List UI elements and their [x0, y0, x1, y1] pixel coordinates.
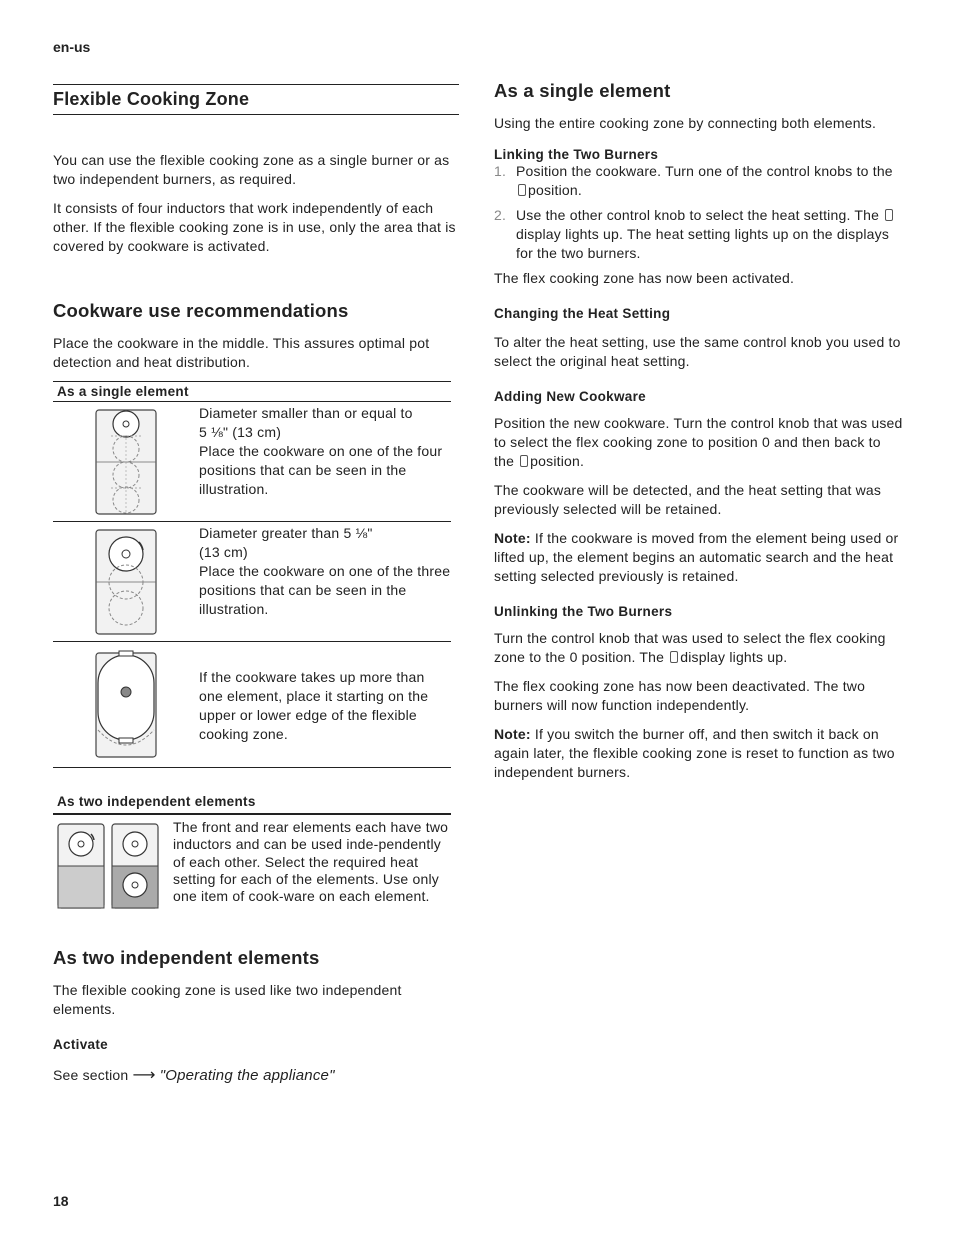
- flex-zone-symbol-icon: [885, 209, 893, 221]
- operating-appliance-link[interactable]: "Operating the appliance": [159, 1067, 335, 1084]
- single-element-table: [53, 381, 459, 768]
- list-item: [494, 206, 904, 263]
- note-label: Note:: [494, 530, 531, 546]
- arrow-right-icon: ⟶: [132, 1067, 156, 1084]
- recommendations-text: Place the cookware in the middle. This assures optimal pot detection and heat distribution.: [53, 335, 430, 370]
- unlinking-note: [494, 725, 904, 782]
- table-row: [53, 402, 451, 522]
- single-element-intro: Using the entire cooking zone by connecting both elements.: [494, 115, 877, 131]
- linking-result: The flex cooking zone has now been activated.: [494, 270, 795, 286]
- row1-line3: Place the cookware on one of the four positions that can be seen in the illustration.: [199, 443, 443, 497]
- linking-subheading: Linking the Two Burners: [494, 147, 659, 162]
- independent-table-text: The front and rear elements each have two inductors and can be used inde-pendently of each other. Select the required heat setting for each of the elements. Use only one item of cook-ware on each element.: [173, 819, 449, 905]
- row1-line1: Diameter smaller than or equal to: [199, 405, 413, 421]
- see-section-text: See section: [53, 1067, 129, 1083]
- step1-text-a: Position the cookware. Turn one of the control knobs to the: [516, 163, 893, 179]
- unlinking-text: [494, 629, 904, 667]
- flex-zone-symbol-icon: [518, 184, 526, 196]
- changing-subheading: Changing the Heat Setting: [494, 306, 671, 321]
- note-text: If the cookware is moved from the element being used or lifted up, the element begins an automatic search and the heat setting selected previously is retained.: [494, 530, 899, 584]
- heading-single-element: As a single element: [494, 80, 671, 101]
- right-column: [494, 80, 904, 782]
- page-number: 18: [53, 1193, 69, 1209]
- intro-paragraph-1: You can use the flexible cooking zone as a single burner or as two independent burners, as required.: [53, 152, 450, 187]
- flex-zone-symbol-icon: [670, 651, 678, 663]
- adding-note: [494, 529, 904, 586]
- unlinking-text-a: Turn the control knob that was used to select the flex cooking zone to the 0 position. The: [494, 630, 886, 665]
- row1-line2: 5 ⅛" (13 cm): [199, 424, 282, 440]
- step1-text-b: position.: [528, 182, 582, 198]
- single-element-table-header: As a single element: [53, 381, 451, 402]
- flex-zone-symbol-icon: [520, 455, 528, 467]
- row3-text: If the cookware takes up more than one element, place it starting on the upper or lower edge of the flexible cooking zone.: [199, 669, 429, 742]
- adding-subheading: Adding New Cookware: [494, 389, 646, 404]
- two-elements-illustration: [53, 815, 173, 909]
- row2-line3: Place the cookware on one of the three positions that can be seen in the illustration.: [199, 563, 451, 617]
- heading-cookware-recommendations: Cookware use recommendations: [53, 300, 349, 321]
- unlinking-text-2: The flex cooking zone has now been deactivated. The two burners will now function independently.: [494, 678, 866, 713]
- activate-subheading: Activate: [53, 1037, 108, 1052]
- large-cookware-illustration: [53, 522, 199, 641]
- locale-label: en-us: [53, 39, 91, 55]
- section-title-flexible-cooking-zone: Flexible Cooking Zone: [53, 84, 459, 115]
- see-section-line: [53, 1066, 459, 1085]
- independent-table-header: As two independent elements: [57, 794, 256, 809]
- note-text: If you switch the burner off, and then switch it back on again later, the flexible cooking zone is reset to function as two independent burners.: [494, 726, 895, 780]
- row2-line2: (13 cm): [199, 544, 248, 560]
- oval-cookware-illustration: [53, 642, 199, 767]
- changing-text: To alter the heat setting, use the same control knob you used to select the original heat setting.: [494, 334, 901, 369]
- step2-text-a: Use the other control knob to select the heat setting. The: [516, 207, 880, 223]
- adding-text-a: Position the new cookware. Turn the control knob that was used to select the flex cooking zone to position 0 and then back to the: [494, 415, 903, 469]
- heading-two-independent-elements: As two independent elements: [53, 947, 320, 968]
- list-item: [494, 162, 904, 200]
- adding-text: [494, 414, 904, 471]
- note-label: Note:: [494, 726, 531, 742]
- independent-elements-table: [53, 794, 459, 909]
- intro-paragraph-2: It consists of four inductors that work independently of each other. If the flexible cooking zone is in use, only the area that is covered by cookware is activated.: [53, 200, 456, 254]
- small-cookware-illustration: [53, 402, 199, 521]
- unlinking-text-b: display lights up.: [680, 649, 788, 665]
- linking-steps: [494, 162, 904, 263]
- adding-text-2: The cookware will be detected, and the heat setting that was previously selected will be retained.: [494, 482, 882, 517]
- left-column: [53, 84, 459, 1085]
- table-row: [53, 522, 451, 642]
- unlinking-subheading: Unlinking the Two Burners: [494, 604, 673, 619]
- adding-text-b: position.: [530, 453, 585, 469]
- row2-line1: Diameter greater than 5 ⅛": [199, 525, 373, 541]
- table-row: [53, 642, 451, 768]
- step-number: 2.: [494, 207, 507, 223]
- step-number: 1.: [494, 163, 507, 179]
- two-elements-text: The flexible cooking zone is used like two independent elements.: [53, 982, 402, 1017]
- step2-text-b: display lights up. The heat setting lights up on the displays for the two burners.: [516, 226, 890, 261]
